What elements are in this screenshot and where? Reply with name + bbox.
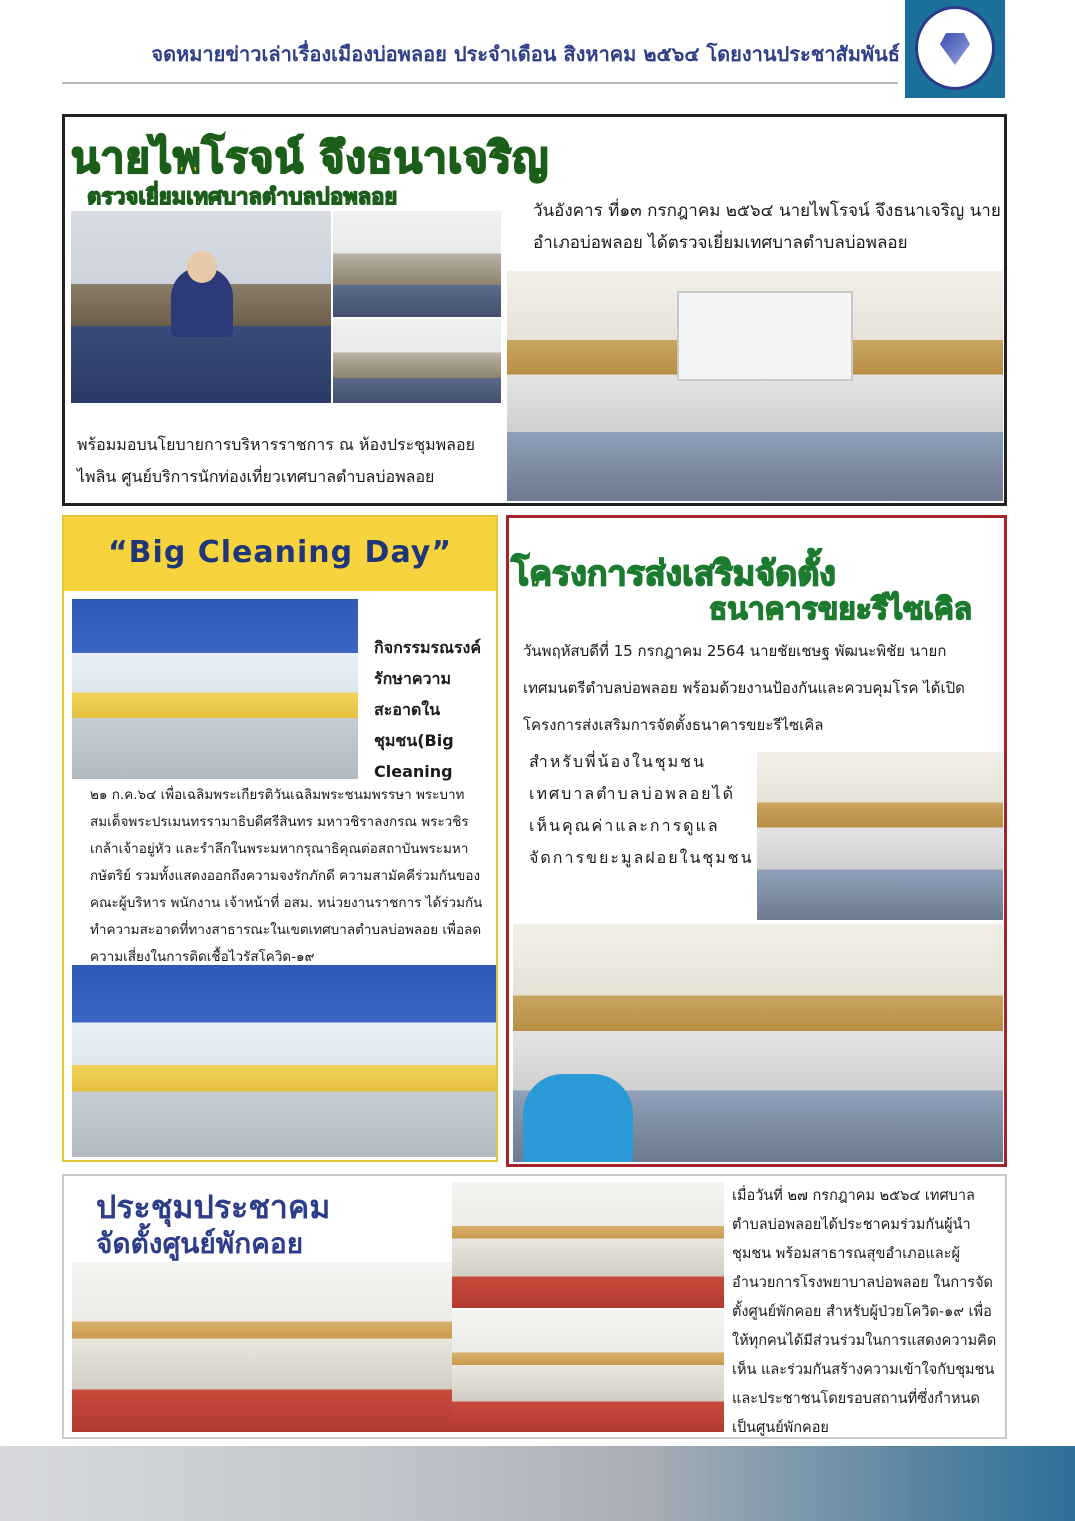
diamond-gem-icon	[940, 33, 970, 65]
recycle-bank-section	[506, 515, 1007, 1167]
section1-title: นายไพโรจน์ จึงธนาเจริญ	[71, 133, 550, 182]
photo-forum-2	[72, 1262, 452, 1432]
photo-recycle-meeting-1	[757, 752, 1003, 920]
section2-banner	[64, 517, 496, 591]
section1-intro-text: วันอังคาร ที่๑๓ กรกฎาคม ๒๕๖๔ นายไพโรจน์ จึงธนาเจริญ นายอำเภอบ่อพลอย ได้ตรวจเยี่ยมเทศบาลตำบลบ่อพลอย	[533, 201, 1001, 253]
section2-side-text: กิจกรรมรณรงค์รักษาความสะอาดในชุมชน(Big Cleaning	[374, 638, 482, 781]
photo-forum-3	[452, 1310, 724, 1432]
photo-forum-1	[452, 1182, 724, 1308]
newsletter-header-title: จดหมายข่าวเล่าเรื่องเมืองบ่อพลอย ประจำเดือน สิงหาคม ๒๕๖๔ โดยงานประชาสัมพันธ์	[151, 42, 900, 66]
section4-title-line1: ประชุมประชาคม	[96, 1188, 331, 1226]
section1-detail-text: พร้อมมอบนโยบายการบริหารราชการ ณ ห้องประชุมพลอยไพลิน ศูนย์บริการนักท่องเที่ยวเทศบาลตำบลบ่อพลอย	[77, 435, 475, 486]
footer-gradient-bar	[0, 1446, 1075, 1521]
community-forum-section	[62, 1174, 1007, 1439]
photo-chief-speaking	[71, 211, 331, 403]
diamond-seal-icon	[915, 6, 995, 90]
photo-cleaning-group-2	[72, 965, 496, 1157]
big-cleaning-day-section	[62, 515, 498, 1162]
section3-title-line2: ธนาคารขยะรีไซเคิล	[709, 592, 973, 627]
section3-intro-text: วันพฤหัสบดีที่ 15 กรกฎาคม 2564 นายชัยเชษฐ พัฒนะพิชัย นายกเทศมนตรีตำบลบ่อพลอย พร้อมด้วยงานป้องกันและควบคุมโรค ได้เปิดโครงการส่งเสริมการจัดตั้งธนาคารขยะรีไซเคิล	[523, 642, 965, 734]
section3-title-line1: โครงการส่งเสริมจัดตั้ง	[511, 554, 836, 594]
municipality-logo	[905, 0, 1005, 98]
photo-recycle-meeting-2	[513, 924, 1003, 1162]
district-chief-visit-section	[62, 114, 1007, 506]
photo-meeting-hall	[507, 271, 1003, 501]
section2-body-text: ๒๑ ก.ค.๖๔ เพื่อเฉลิมพระเกียรติวันเฉลิมพระชนมพรรษา พระบาทสมเด็จพระปรเมนทรรามาธิบดีศรีสินทร มหาวชิราลงกรณ พระวชิรเกล้าเจ้าอยู่หัว และรำลึกในพระมหากรุณาธิคุณต่อสถาบันพระมหากษัตริย์ รวมทั้งแสดงออกถึงความจงรักภักดี ความสามัคคีร่วมกันของคณะผู้บริหาร พนักงาน เจ้าหน้าที่ อสม. หน่วยงานราชการ ได้ร่วมกันทำความสะอาดที่ทางสาธารณะในเขตเทศบาลตำบลบ่อพลอย เพื่อลดความเสี่ยงในการติดเชื้อไวรัสโควิด-๑๙	[90, 787, 483, 965]
section2-title: “Big Cleaning Day”	[107, 535, 453, 570]
section4-body-text: เมื่อวันที่ ๒๗ กรกฎาคม ๒๕๖๔ เทศบาลตำบลบ่อพลอยได้ประชาคมร่วมกันผู้นำชุมชน พร้อมสาธารณสุขอำเภอและผู้อำนวยการโรงพยาบาลบ่อพลอย ในการจัดตั้งศูนย์พักคอย สำหรับผู้ป่วยโควิด-๑๙ เพื่อให้ทุกคนได้มีส่วนร่วมในการแสดงความคิดเห็น และร่วมกันสร้างความเข้าใจกับชุมชน และประชาชนโดยรอบสถานที่ซึ่งกำหนดเป็นศูนย์พักคอย	[732, 1188, 997, 1436]
section3-detail-text: สำหรับพี่น้องในชุมชนเทศบาลตำบลบ่อพลอยได้เห็นคุณค่าและการดูแลจัดการขยะมูลฝอยในชุมชน	[529, 752, 754, 867]
header-divider	[62, 82, 898, 84]
photo-cleaning-group-1	[72, 599, 358, 779]
photo-meeting-attendees-1	[333, 211, 501, 317]
photo-meeting-attendees-2	[333, 319, 501, 403]
section4-title-line2: จัดตั้งศูนย์พักคอย	[96, 1227, 304, 1260]
section1-subtitle: ตรวจเยี่ยมเทศบาลตำบลบ่อพลอย	[87, 185, 398, 210]
